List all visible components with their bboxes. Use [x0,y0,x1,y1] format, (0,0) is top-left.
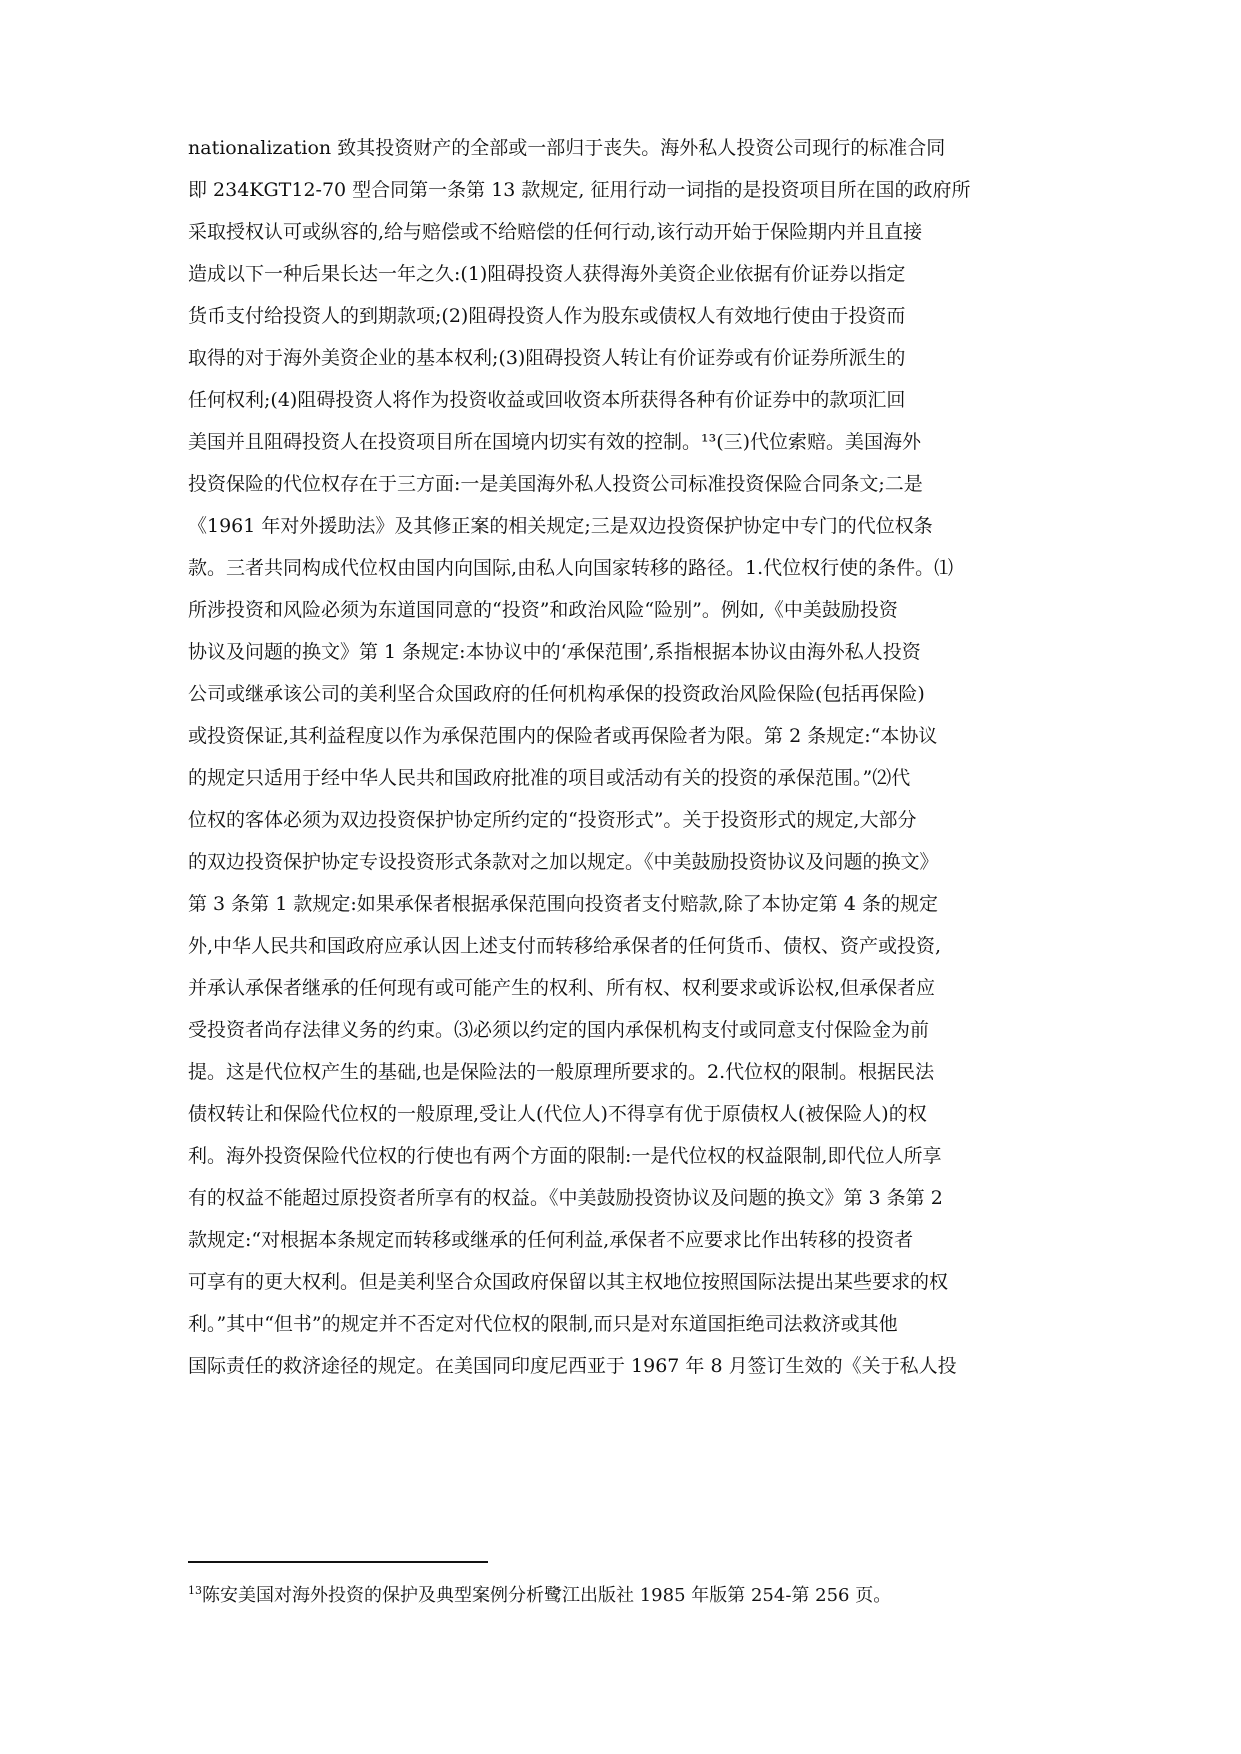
text-line: 货币支付给投资人的到期款项;(2)阻碍投资人作为股东或债权人有效地行使由于投资而 [188,305,906,327]
text-line: 国际责任的救济途径的规定。在美国同印度尼西亚于 1967 年 8 月签订生效的《关于私人投 [188,1355,957,1377]
text-line: 即 234KGT12-70 型合同第一条第 13 款规定, 征用行动一词指的是投资项目所在国的政府所 [188,179,971,201]
text-line: nationalization 致其投资财产的全部或一部归于丧失。海外私人投资公司现行的标准合同 [188,137,946,159]
text-line: 取得的对于海外美资企业的基本权利;(3)阻碍投资人转让有价证券或有价证券所派生的 [188,347,906,369]
text-line: 投资保险的代位权存在于三方面:一是美国海外私人投资公司标准投资保险合同条文;二是 [188,473,923,495]
text-line: 利。”其中“但书”的规定并不否定对代位权的限制,而只是对东道国拒绝司法救济或其他 [188,1313,898,1335]
text-line: 款。三者共同构成代位权由国内向国际,由私人向国家转移的路径。1.代位权行使的条件。⑴ [188,557,954,579]
text-line: 造成以下一种后果长达一年之久:(1)阻碍投资人获得海外美资企业依据有价证券以指定 [188,263,906,285]
text-line: 的规定只适用于经中华人民共和国政府批准的项目或活动有关的投资的承保范围。”⑵代 [188,767,911,789]
text-line: 所涉投资和风险必须为东道国同意的“投资”和政治风险“险别”。例如,《中美鼓励投资 [188,599,898,621]
text-line: 或投资保证,其利益程度以作为承保范围内的保险者或再保险者为限。第 2 条规定:“本协议 [188,725,938,747]
text-line: 并承认承保者继承的任何现有或可能产生的权利、所有权、权利要求或诉讼权,但承保者应 [188,977,936,999]
footnote-text: 陈安美国对海外投资的保护及典型案例分析鹭江出版社 1985 年版第 254-第 256 页。 [202,1585,892,1606]
text-line: 款规定:“对根据本条规定而转移或继承的任何利益,承保者不应要求比作出转移的投资者 [188,1229,914,1251]
text-line: 任何权利;(4)阻碍投资人将作为投资收益或回收资本所获得各种有价证券中的款项汇回 [188,389,906,411]
text-line: 有的权益不能超过原投资者所享有的权益。《中美鼓励投资协议及问题的换文》第 3 条第 2 [188,1187,943,1209]
text-line: 债权转让和保险代位权的一般原理,受让人(代位人)不得享有优于原债权人(被保险人)的权 [188,1103,927,1125]
text-line: 协议及问题的换文》第 1 条规定:本协议中的‘承保范围’,系指根据本协议由海外私人投资 [188,641,921,663]
footnote [188,1576,1052,1611]
footnote-marker: 13 [188,1584,202,1597]
text-line: 受投资者尚存法律义务的约束。⑶必须以约定的国内承保机构支付或同意支付保险金为前 [188,1019,930,1041]
text-line: 可享有的更大权利。但是美利坚合众国政府保留以其主权地位按照国际法提出某些要求的权 [188,1271,949,1293]
text-line: 位权的客体必须为双边投资保护协定所约定的“投资形式”。关于投资形式的规定,大部分 [188,809,917,831]
footnote-divider [188,1561,488,1563]
text-line: 第 3 条第 1 款规定:如果承保者根据承保范围向投资者支付赔款,除了本协定第 4 条的规定 [188,893,938,915]
text-line: 《1961 年对外援助法》及其修正案的相关规定;三是双边投资保护协定中专门的代位权条 [188,515,933,537]
text-line: 公司或继承该公司的美利坚合众国政府的任何机构承保的投资政治风险保险(包括再保险) [188,683,925,705]
text-line: 利。海外投资保险代位权的行使也有两个方面的限制:一是代位权的权益限制,即代位人所享 [188,1145,942,1167]
text-line: 的双边投资保护协定专设投资形式条款对之加以规定。《中美鼓励投资协议及问题的换文》 [188,851,939,873]
text-line: 采取授权认可或纵容的,给与赔偿或不给赔偿的任何行动,该行动开始于保险期内并且直接 [188,221,923,243]
text-line: 美国并且阻碍投资人在投资项目所在国境内切实有效的控制。¹³(三)代位索赔。美国海外 [188,431,922,453]
body-paragraph [188,127,1052,1387]
text-line: 外,中华人民共和国政府应承认因上述支付而转移给承保者的任何货币、债权、资产或投资, [188,935,942,957]
text-line: 提。这是代位权产生的基础,也是保险法的一般原理所要求的。2.代位权的限制。根据民法 [188,1061,935,1083]
